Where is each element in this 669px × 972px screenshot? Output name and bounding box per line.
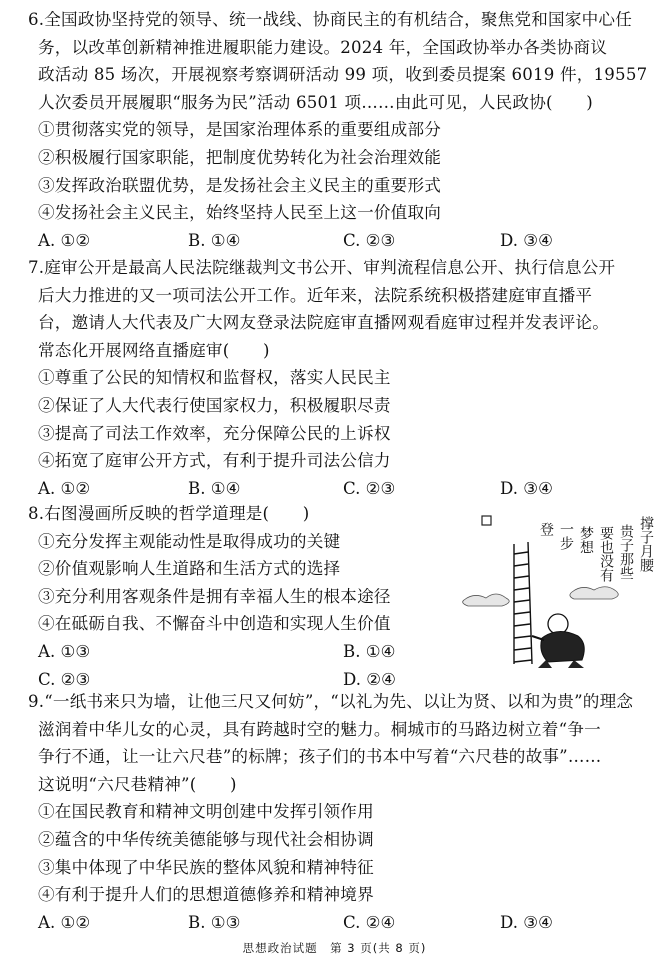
option-a[interactable]: A. ①② [38,912,91,932]
caption-column: 一步 [558,522,574,550]
question-stem-line: 8.右图漫画所反映的哲学道理是( ) [28,504,310,523]
caption-column: 登 [538,522,554,536]
choice-statement: ③充分利用客观条件是拥有幸福人生的根本途径 [38,586,391,606]
caption-column: 贵子那些 [618,524,634,580]
caption-column: 梦想 [578,526,594,554]
question-9 [28,688,658,936]
question-stem-line: 这说明“六尺巷精神”( ) [38,774,237,794]
cloud-left [463,594,510,606]
choice-statement: ④有利于提升人们的思想道德修养和精神境界 [38,885,374,905]
question-stem-line: 后大力推进的又一项司法公开工作。近年来，法院系统积极搭建庭审直播平 [38,285,593,305]
choice-statement: ②保证了人大代表行使国家权力，积极履职尽责 [38,395,391,415]
option-a[interactable]: A. ①③ [38,641,91,661]
question-stem-line: 争行不通，让一让六尺巷”的标牌；孩子们的书本中写着“六尺巷的故事”…… [38,747,602,767]
option-d[interactable]: D. ③④ [500,478,554,498]
answer-options [28,475,658,503]
page-footer: 思想政治试题 第 3 页(共 8 页) [242,941,427,955]
option-b[interactable]: B. ①③ [188,912,241,932]
question-stem-line: 政活动 85 场次，开展视察考察调研活动 99 项，收到委员提案 6019 件，19557 [38,65,648,85]
seal-stamp [482,516,491,525]
choice-statement: ①在国民教育和精神文明创建中发挥引领作用 [38,802,374,822]
ladder [514,542,532,664]
option-c[interactable]: C. ②③ [343,478,396,498]
climbing-person [532,614,584,668]
choice-statement: ③集中体现了中华民族的整体风貌和精神特征 [38,857,374,877]
choice-statement: ④拓宽了庭审公开方式，有利于提升司法公信力 [38,451,391,471]
option-b[interactable]: B. ①④ [188,478,241,498]
choice-statement: ①贯彻落实党的领导，是国家治理体系的重要组成部分 [38,120,442,140]
choice-statement: ③提高了司法工作效率，充分保障公民的上诉权 [38,423,391,443]
choice-statement: ②积极履行国家职能，把制度优势转化为社会治理效能 [38,147,442,167]
answer-options [28,909,658,937]
question-stem-line: 滋润着中华儿女的心灵，具有跨越时空的魅力。桐城市的马路边树立着“争一 [38,719,601,739]
option-b[interactable]: B. ①④ [188,230,241,250]
option-a[interactable]: A. ①② [38,478,91,498]
cloud-right [570,587,618,599]
caption-column: 撑子月腰 [638,516,654,572]
question-stem-line: 台，邀请人大代表及广大网友登录法院庭审直播网观看庭审过程并发表评论。 [38,313,609,333]
choice-statement: ②蕴含的中华传统美德能够与现代社会相协调 [38,829,374,849]
answer-options [28,227,658,255]
option-b[interactable]: B. ①④ [343,641,396,661]
option-d[interactable]: D. ②④ [343,669,397,689]
option-d[interactable]: D. ③④ [500,912,554,932]
option-c[interactable]: C. ②③ [38,669,91,689]
option-a[interactable]: A. ①② [38,230,91,250]
choice-statement: ②价值观影响人生道路和生活方式的选择 [38,559,341,579]
choice-statement: ④发扬社会主义民主，始终坚持人民至上这一价值取向 [38,203,442,223]
cartoon-ladder-illustration [462,508,662,680]
cartoon-caption [538,515,654,582]
choice-statement: ①充分发挥主观能动性是取得成功的关键 [38,531,341,551]
question-7 [28,254,658,502]
option-d[interactable]: D. ③④ [500,230,554,250]
caption-column: 要也没有 [598,526,614,582]
option-c[interactable]: C. ②③ [343,230,396,250]
question-stem-line: 务，以改革创新精神推进履职能力建设。2024 年，全国政协举办各类协商议 [38,37,608,57]
choice-statement: ④在砥砺自我、不懈奋斗中创造和实现人生价值 [38,614,391,634]
question-6 [28,6,658,254]
choice-statement: ③发挥政治联盟优势，是发扬社会主义民主的重要形式 [38,175,442,195]
option-c[interactable]: C. ②④ [343,912,396,932]
question-stem-line: 7.庭审公开是最高人民法院继裁判文书公开、审判流程信息公开、执行信息公开 [28,258,616,277]
question-stem-line: 人次委员开展履职“服务为民”活动 6501 项……由此可见，人民政协( ) [38,92,593,112]
question-stem-line: 常态化开展网络直播庭审( ) [38,340,270,360]
question-stem-line: 6.全国政协坚持党的领导、统一战线、协商民主的有机结合，聚焦党和国家中心任 [28,10,633,29]
question-stem-line: 9.“一纸书来只为墙，让他三尺又何妨”，“以礼为先、以让为贤、以和为贵”的理念 [28,692,634,711]
choice-statement: ①尊重了公民的知情权和监督权，落实人民民主 [38,368,391,388]
